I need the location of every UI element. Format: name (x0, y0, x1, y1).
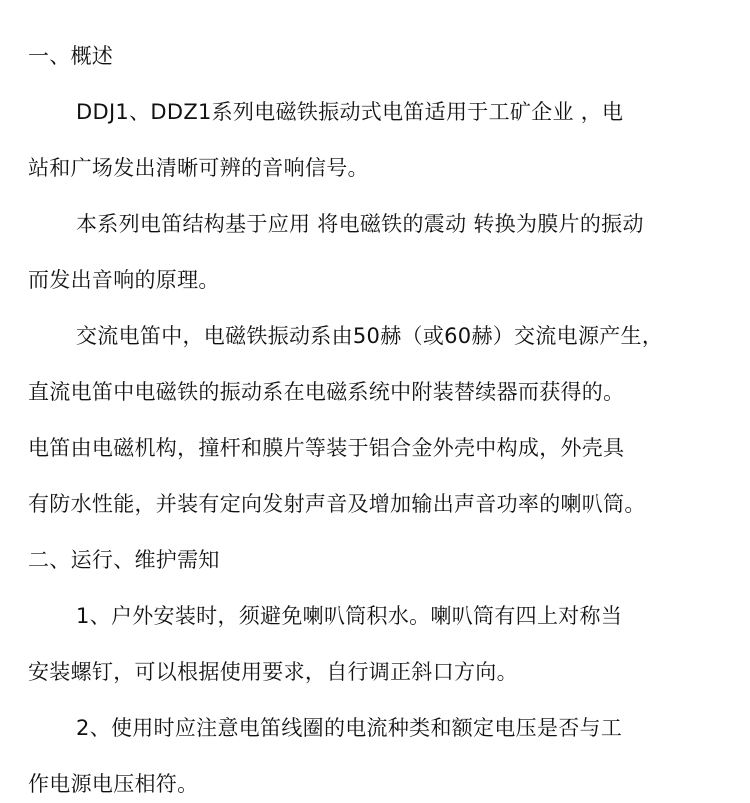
paragraph-line: 本系列电笛结构基于应用 将电磁铁的震动 转换为膜片的振动 (76, 212, 644, 236)
paragraph-line: 作电源电压相符。 (28, 772, 199, 796)
paragraph-line: 电笛由电磁机构，撞杆和膜片等装于铝合金外壳中构成，外壳具 (28, 436, 625, 460)
paragraph-line: 2、使用时应注意电笛线圈的电流种类和额定电压是否与工 (76, 716, 623, 740)
paragraph-line: 站和广场发出清晰可辨的音响信号。 (28, 156, 369, 180)
paragraph-line: 而发出音响的原理。 (28, 268, 220, 292)
section-heading-overview: 一、概述 (28, 44, 114, 68)
paragraph-line: 安装螺钉，可以根据使用要求，自行调正斜口方向。 (28, 660, 518, 684)
paragraph-line: 交流电笛中，电磁铁振动系由50赫（或60赫）交流电源产生， (76, 324, 664, 348)
paragraph-line: 直流电笛中电磁铁的振动系在电磁系统中附装替续器而获得的。 (28, 380, 625, 404)
paragraph-line: DDJ1、DDZ1系列电磁铁振动式电笛适用于工矿企业 ，电 (76, 100, 624, 124)
paragraph-line: 1、户外安装时，须避免喇叭筒积水。喇叭筒有四上对称当 (76, 604, 623, 628)
paragraph-line: 有防水性能，并装有定向发射声音及增加输出声音功率的喇叭筒。 (28, 492, 646, 516)
section-heading-maintenance: 二、运行、维护需知 (28, 548, 220, 572)
